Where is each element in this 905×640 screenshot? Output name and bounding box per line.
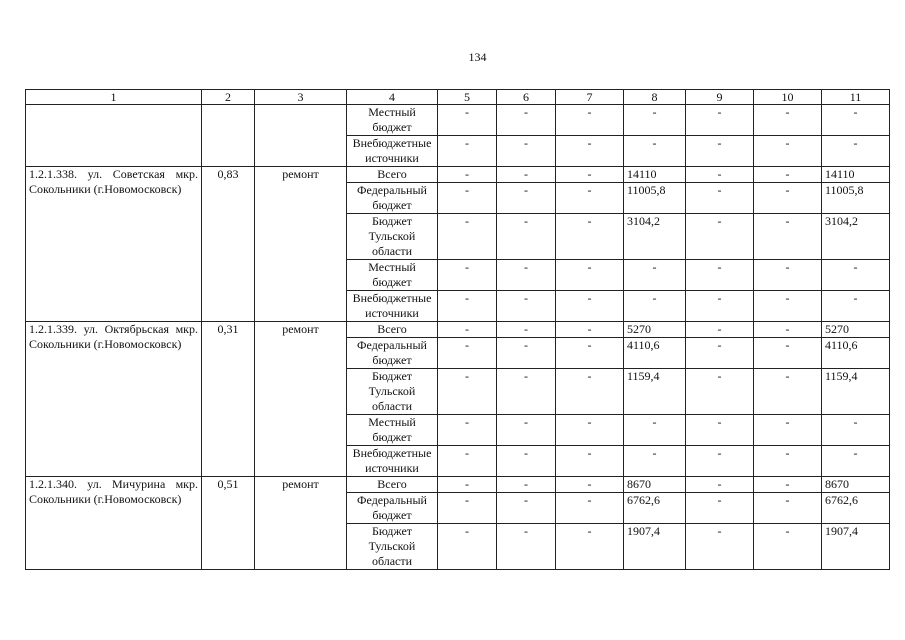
value-cell: - [497, 183, 556, 214]
value-cell: 8670 [624, 477, 686, 493]
value-cell: 8670 [822, 477, 890, 493]
funding-table [25, 89, 890, 570]
value-cell: - [686, 260, 754, 291]
table-row [26, 322, 890, 338]
value-cell: - [438, 415, 497, 446]
value-cell: - [624, 136, 686, 167]
value-cell: - [686, 415, 754, 446]
value-cell: - [438, 338, 497, 369]
funding-source-cell: Внебюджетные источники [347, 291, 438, 322]
value-cell: - [556, 214, 624, 260]
value-cell: 1159,4 [624, 369, 686, 415]
value-cell: - [556, 477, 624, 493]
value-cell: - [438, 493, 497, 524]
value-cell: - [624, 415, 686, 446]
value-cell: - [556, 338, 624, 369]
value-cell: - [754, 322, 822, 338]
value-cell: - [497, 291, 556, 322]
funding-source-cell: Местный бюджет [347, 260, 438, 291]
column-header: 10 [754, 90, 822, 105]
value-cell: - [497, 493, 556, 524]
value-cell: - [822, 291, 890, 322]
value-cell: - [556, 493, 624, 524]
value-cell: - [822, 136, 890, 167]
value-cell: - [556, 291, 624, 322]
object-name-cell: 1.2.1.338. ул. Советская мкр. Сокольники (г.Новомосковск) [26, 167, 202, 322]
object-name-cell: 1.2.1.339. ул. Октябрьская мкр. Сокольники (г.Новомосковск) [26, 322, 202, 477]
column-number-row [26, 90, 890, 105]
value-cell: - [438, 291, 497, 322]
value-cell: - [754, 291, 822, 322]
value-cell: - [556, 369, 624, 415]
value-cell: - [686, 183, 754, 214]
value-cell: - [556, 524, 624, 570]
value-cell: 4110,6 [624, 338, 686, 369]
value-cell: 3104,2 [822, 214, 890, 260]
funding-source-cell: Местный бюджет [347, 415, 438, 446]
value-cell: - [754, 167, 822, 183]
length-cell [202, 105, 255, 167]
value-cell: - [497, 524, 556, 570]
value-cell: - [754, 183, 822, 214]
value-cell: - [556, 167, 624, 183]
funding-source-cell: Внебюджетные источники [347, 136, 438, 167]
value-cell: - [686, 322, 754, 338]
value-cell: - [754, 446, 822, 477]
value-cell: - [822, 260, 890, 291]
column-header: 2 [202, 90, 255, 105]
value-cell: - [686, 291, 754, 322]
value-cell: - [754, 493, 822, 524]
value-cell: - [686, 477, 754, 493]
value-cell: 4110,6 [822, 338, 890, 369]
value-cell: - [686, 493, 754, 524]
value-cell: - [497, 415, 556, 446]
funding-source-cell: Бюджет Тульской области [347, 214, 438, 260]
column-header: 4 [347, 90, 438, 105]
length-cell: 0,31 [202, 322, 255, 477]
value-cell: - [556, 260, 624, 291]
column-header: 11 [822, 90, 890, 105]
work-type-cell [255, 105, 347, 167]
table-row [26, 167, 890, 183]
value-cell: 5270 [822, 322, 890, 338]
value-cell: - [497, 136, 556, 167]
value-cell: - [754, 260, 822, 291]
value-cell: - [497, 167, 556, 183]
funding-source-cell: Всего [347, 167, 438, 183]
funding-source-cell: Всего [347, 322, 438, 338]
column-header: 6 [497, 90, 556, 105]
work-type-cell: ремонт [255, 322, 347, 477]
funding-source-cell: Внебюджетные источники [347, 446, 438, 477]
value-cell: - [686, 338, 754, 369]
value-cell: 11005,8 [624, 183, 686, 214]
funding-source-cell: Федеральный бюджет [347, 183, 438, 214]
value-cell: - [497, 105, 556, 136]
value-cell: - [686, 524, 754, 570]
value-cell: - [438, 214, 497, 260]
value-cell: - [497, 260, 556, 291]
value-cell: - [822, 446, 890, 477]
length-cell: 0,83 [202, 167, 255, 322]
value-cell: - [438, 369, 497, 415]
value-cell: 1907,4 [624, 524, 686, 570]
column-header: 3 [255, 90, 347, 105]
value-cell: - [822, 415, 890, 446]
value-cell: - [822, 105, 890, 136]
value-cell: - [754, 524, 822, 570]
funding-source-cell: Местный бюджет [347, 105, 438, 136]
value-cell: - [438, 477, 497, 493]
value-cell: - [556, 105, 624, 136]
value-cell: - [497, 477, 556, 493]
value-cell: - [556, 322, 624, 338]
value-cell: - [686, 136, 754, 167]
value-cell: - [438, 322, 497, 338]
value-cell: - [438, 446, 497, 477]
value-cell: - [497, 214, 556, 260]
value-cell: - [686, 446, 754, 477]
work-type-cell: ремонт [255, 477, 347, 570]
column-header: 7 [556, 90, 624, 105]
funding-source-cell: Бюджет Тульской области [347, 369, 438, 415]
object-name-cell: 1.2.1.340. ул. Мичурина мкр. Сокольники (г.Новомосковск) [26, 477, 202, 570]
value-cell: - [556, 446, 624, 477]
value-cell: - [497, 369, 556, 415]
value-cell: - [556, 136, 624, 167]
value-cell: - [438, 105, 497, 136]
value-cell: - [754, 105, 822, 136]
object-name-cell [26, 105, 202, 167]
value-cell: 1907,4 [822, 524, 890, 570]
value-cell: - [624, 260, 686, 291]
value-cell: 1159,4 [822, 369, 890, 415]
value-cell: - [686, 369, 754, 415]
funding-source-cell: Федеральный бюджет [347, 338, 438, 369]
value-cell: - [624, 105, 686, 136]
value-cell: - [754, 415, 822, 446]
value-cell: - [754, 214, 822, 260]
value-cell: - [624, 446, 686, 477]
value-cell: - [438, 524, 497, 570]
funding-source-cell: Всего [347, 477, 438, 493]
value-cell: 14110 [822, 167, 890, 183]
value-cell: - [497, 446, 556, 477]
value-cell: - [686, 214, 754, 260]
value-cell: - [438, 167, 497, 183]
funding-source-cell: Бюджет Тульской области [347, 524, 438, 570]
funding-source-cell: Федеральный бюджет [347, 493, 438, 524]
value-cell: 11005,8 [822, 183, 890, 214]
value-cell: 14110 [624, 167, 686, 183]
work-type-cell: ремонт [255, 167, 347, 322]
value-cell: - [686, 105, 754, 136]
value-cell: - [438, 260, 497, 291]
value-cell: 5270 [624, 322, 686, 338]
column-header: 8 [624, 90, 686, 105]
table-row [26, 105, 890, 136]
value-cell: - [497, 338, 556, 369]
value-cell: - [438, 136, 497, 167]
column-header: 5 [438, 90, 497, 105]
value-cell: - [556, 415, 624, 446]
value-cell: - [497, 322, 556, 338]
value-cell: - [754, 338, 822, 369]
value-cell: - [686, 167, 754, 183]
value-cell: - [438, 183, 497, 214]
column-header: 1 [26, 90, 202, 105]
column-header: 9 [686, 90, 754, 105]
value-cell: - [754, 136, 822, 167]
table-row [26, 477, 890, 493]
value-cell: - [754, 477, 822, 493]
value-cell: 3104,2 [624, 214, 686, 260]
page-number: 134 [468, 50, 487, 64]
value-cell: - [556, 183, 624, 214]
value-cell: - [624, 291, 686, 322]
length-cell: 0,51 [202, 477, 255, 570]
value-cell: 6762,6 [624, 493, 686, 524]
value-cell: - [754, 369, 822, 415]
value-cell: 6762,6 [822, 493, 890, 524]
